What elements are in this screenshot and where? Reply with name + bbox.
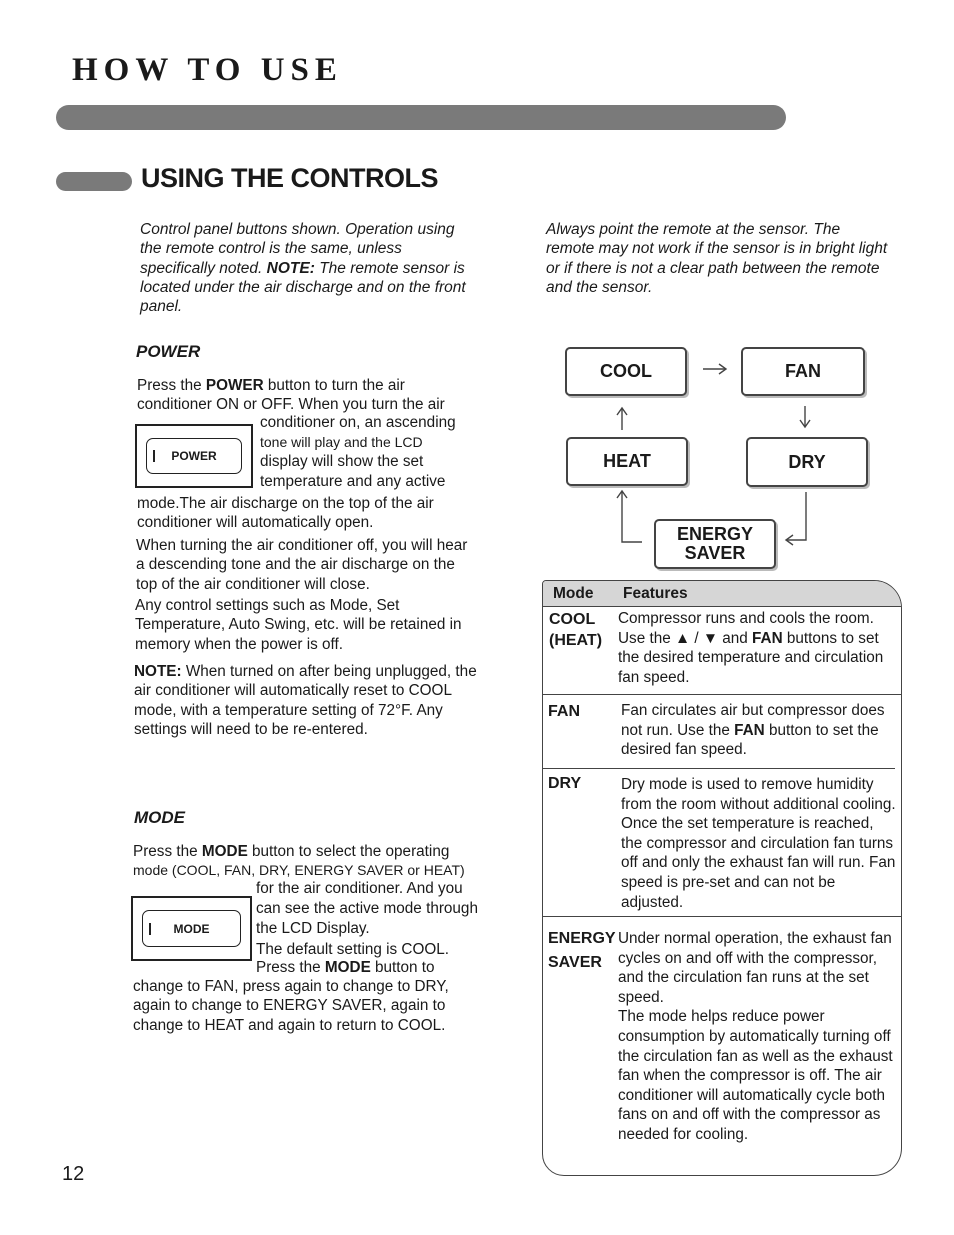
- mode-wrap-5-a: Press the: [256, 959, 321, 976]
- table-row-cool-mode: [549, 609, 602, 651]
- intro-right: Always point the remote at the sensor. The remote may not work if the sensor is in bright light or if there is not a clear path between the remote and the sensor.: [546, 221, 888, 296]
- table-header: [543, 581, 901, 607]
- power-paragraph-2: When turning the air conditioner off, you will hear a descending tone and the air discharge on the top of the air conditioner will close.: [136, 537, 468, 593]
- table-row-energy-mode: [548, 927, 616, 975]
- mode-paragraph-end: change to FAN, press again to change to DRY, again to change to ENERGY SAVER, again to change to HEAT and again to return to COOL.: [133, 978, 449, 1034]
- table-row-fan-features: [621, 701, 897, 760]
- mode-p1-a: Press the: [133, 843, 198, 860]
- header-bar: [56, 105, 786, 130]
- mode-wrap-4: The default setting is COOL.: [256, 941, 450, 958]
- arrow-dry-to-energy: [787, 492, 806, 540]
- cool-feature-a: Compressor runs and cools the room. Use the: [618, 610, 874, 647]
- power-paragraph-3: Any control settings such as Mode, Set Temperature, Auto Swing, etc. will be retained in memory when the power is off.: [135, 597, 462, 653]
- fan-feature-a: Fan circulates air but compressor does not run. Use the: [621, 702, 885, 739]
- power-p1-a: Press the: [137, 377, 202, 394]
- mode-wrap-1: for the air conditioner. And you: [256, 880, 463, 897]
- diagram-cool-box: COOL: [565, 347, 687, 396]
- power-paragraph-1-end: mode.The air discharge on the top of the air conditioner will automatically open.: [137, 495, 434, 532]
- diagram-heat-box: HEAT: [566, 437, 688, 486]
- power-heading: POWER: [136, 342, 201, 361]
- page-number: 12: [62, 1163, 85, 1185]
- mode-led-icon: [149, 923, 151, 935]
- table-row-dry-features: Dry mode is used to remove humidity from the room without additional cooling. Once the set temperature is reached, the compressor and circulation fan turns off and only the exhaust fan will run. Fan speed is pre-set and can not be adjusted.: [621, 776, 896, 911]
- table-row-dry-mode: DRY: [548, 775, 582, 792]
- section-pill: [56, 172, 132, 191]
- mode-button-label: MODE: [173, 921, 210, 936]
- diagram-fan-box: FAN: [741, 347, 865, 396]
- mode-heading: MODE: [134, 808, 185, 827]
- diagram-energy-line-1: ENERGY: [676, 524, 754, 544]
- fan-feature-bold: FAN: [734, 721, 765, 739]
- mode-paragraph-1: [133, 842, 493, 861]
- power-wrap-1: conditioner on, an ascending: [260, 414, 456, 431]
- power-note: [134, 662, 494, 739]
- power-paragraph-1: [137, 376, 477, 415]
- power-wrap-3: display will show the set: [260, 453, 424, 470]
- row-divider: [543, 916, 901, 917]
- table-row-fan-mode: FAN: [548, 703, 580, 720]
- power-p1-bold: POWER: [205, 377, 264, 394]
- row-divider: [543, 768, 895, 769]
- mode-wrap-2: can see the active mode through: [256, 900, 478, 917]
- energy-feature-b: The mode helps reduce power consumption by automatically turning off the circulation fan as well as the exhaust fan when the compressor is off. The air conditioner will automatically cycle both fans on and off with the compressor as needed for cooling.: [618, 1008, 893, 1143]
- power-wrap-2: tone will play and the LCD: [260, 434, 423, 450]
- energy-label: ENERGY: [548, 930, 616, 947]
- cool-feature-c: buttons to set the desired temperature and circulation fan speed.: [618, 629, 884, 686]
- mode-p1-bold: MODE: [201, 843, 248, 860]
- power-button-label: POWER: [171, 449, 217, 463]
- power-wrap-4: temperature and any active: [260, 473, 446, 490]
- table-row-energy-features: [618, 929, 894, 1145]
- heat-label: (HEAT): [549, 632, 603, 649]
- intro-left: [140, 220, 480, 316]
- power-led-icon: [153, 450, 155, 462]
- mode-wrap-3: the LCD Display.: [256, 920, 370, 937]
- table-header-mode: Mode: [553, 585, 594, 602]
- energy-feature-a: Under normal operation, the exhaust fan cycles on and off with the compressor, and the circulation fan runs at the set speed.: [618, 930, 892, 1006]
- power-button-face: [146, 438, 242, 474]
- diagram-arrows: [560, 340, 890, 580]
- saver-label: SAVER: [548, 954, 602, 971]
- table-header-features: Features: [623, 585, 688, 602]
- intro-note-label: NOTE:: [266, 259, 315, 277]
- mode-button-face: [142, 910, 241, 947]
- diagram-dry-box: DRY: [746, 437, 868, 487]
- row-divider: [543, 694, 901, 695]
- cool-feature-bold: FAN: [752, 629, 783, 647]
- power-button-illustration: [135, 424, 253, 488]
- mode-wrap-5: [256, 958, 496, 977]
- power-note-text: When turned on after being unplugged, the air conditioner will automatically reset to COOL mode, with a temperature setting of 72°F. Any settings will need to be re-entered.: [134, 663, 477, 738]
- cool-label: COOL: [549, 611, 596, 628]
- cool-feature-b: and: [722, 629, 748, 647]
- mode-p1-b: button to select the operating: [252, 843, 450, 860]
- diagram-energy-line-2: SAVER: [684, 543, 746, 563]
- up-down-arrow-icon: ▲ / ▼: [674, 629, 718, 647]
- section-title: USING THE CONTROLS: [141, 163, 439, 193]
- mode-wrap-5-b: button to: [375, 959, 435, 976]
- intro-left-text: Control panel buttons shown. Operation using the remote control is the same, unless specifically noted.: [140, 221, 455, 277]
- intro-note-text: The remote sensor is located under the air discharge and on the front panel.: [140, 259, 466, 316]
- mode-wrap-5-bold: MODE: [324, 959, 371, 976]
- mode-line-2: mode (COOL, FAN, DRY, ENERGY SAVER or HEAT): [133, 862, 465, 878]
- power-p1-b: button to turn the air conditioner ON or OFF. When you turn the air: [137, 377, 445, 414]
- mode-button-illustration: [131, 896, 252, 961]
- arrow-energy-to-heat: [622, 492, 642, 542]
- features-table: [542, 580, 902, 1176]
- power-note-label: NOTE:: [134, 663, 182, 680]
- table-row-cool-features: [618, 609, 901, 687]
- fan-feature-b: button to set the desired fan speed.: [621, 721, 879, 759]
- page-title: HOW TO USE: [72, 52, 343, 88]
